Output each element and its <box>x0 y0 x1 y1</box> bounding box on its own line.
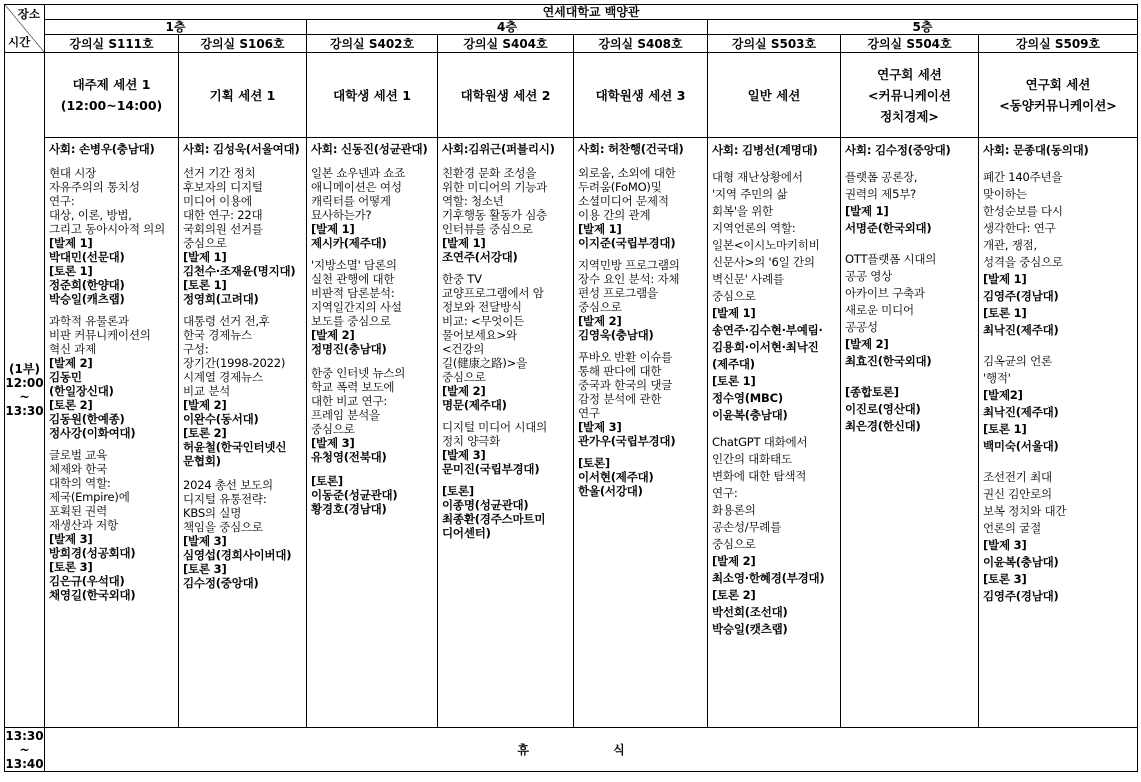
time-slot-main <box>5 53 45 728</box>
paper-title-line: 지역언론의 역할: <box>712 221 796 235</box>
presenter-name: 문미진(국립부경대) <box>442 462 540 476</box>
presentation-item <box>578 350 703 448</box>
presentation-item <box>578 456 703 498</box>
presenter-name: 김동원(한예종) <box>49 412 125 426</box>
paper-title-line: 애니메이션은 여성 <box>311 180 402 194</box>
presentation-item <box>311 366 433 464</box>
session-content <box>979 138 1138 728</box>
floor-header-5: 5층 <box>708 20 1138 35</box>
paper-title-line: 화용론의 <box>712 503 756 517</box>
presenter-name: 황경호(경남대) <box>311 502 387 516</box>
presenter-name: 최낙진(제주대) <box>983 405 1059 419</box>
paper-title-line: ChatGPT 대화에서 <box>712 435 808 449</box>
session-title <box>708 53 841 138</box>
presentation-item <box>442 272 569 412</box>
paper-title-line: 연구: <box>49 194 75 208</box>
paper-title-line: 회복'을 위한 <box>712 204 773 218</box>
paper-title-line: 글로벌 교육 <box>49 448 107 462</box>
paper-title-line: 연구 <box>578 406 600 420</box>
presentation-item <box>311 258 433 356</box>
paper-title-line: 책임을 중심으로 <box>183 520 263 534</box>
paper-title-line: 조선전기 최대 <box>983 470 1052 484</box>
paper-title-line: 보도를 중심으로 <box>311 314 391 328</box>
session-content <box>841 138 979 728</box>
session-title <box>438 53 574 138</box>
paper-title-line: 후보자의 디지털 <box>183 180 263 194</box>
presentation-item <box>845 384 974 435</box>
role-label: [토론 3] <box>983 572 1027 586</box>
paper-title-line: 그리고 동아시아적 의의 <box>49 222 165 236</box>
paper-title-line: 공손성/무례를 <box>712 520 782 534</box>
paper-title-line: 이용 간의 관계 <box>578 208 651 222</box>
presentation-item <box>49 166 174 306</box>
paper-title-line: 비판 커뮤니케이션의 <box>49 328 151 342</box>
session-content <box>179 138 307 728</box>
paper-title-line: 푸바오 반환 이슈를 <box>578 350 673 364</box>
role-label: [토론] <box>311 474 343 488</box>
paper-title-line: 비판적 담론분석: <box>311 286 395 300</box>
paper-title-line: 한국 경제뉴스 <box>183 328 252 342</box>
paper-title-line: 혁신 과제 <box>49 342 97 356</box>
room-header: 강의실 S504호 <box>841 35 979 53</box>
session-content <box>45 138 179 728</box>
session-title <box>979 53 1138 138</box>
presenter-name: 정영희(고려대) <box>183 292 259 306</box>
paper-title-line: 중심으로 <box>712 537 756 551</box>
role-label: [토론 1] <box>49 264 93 278</box>
presenter-name: 김영주(경남대) <box>983 589 1059 603</box>
presenter-name: (한일장신대) <box>49 384 114 398</box>
paper-title-line: KBS의 실명 <box>183 506 242 520</box>
presenter-name: 문협회) <box>183 454 221 468</box>
paper-title-line: 현대 시장 <box>49 166 97 180</box>
paper-title-line: 학교 폭력 보도에 <box>311 380 395 394</box>
paper-title-line: 위한 미디어의 기능과 <box>442 180 548 194</box>
room-header-row <box>5 35 1138 53</box>
break-start: 13:30 <box>5 728 44 743</box>
role-label: [발제 1] <box>311 222 355 236</box>
presenter-name: 정사강(이화여대) <box>49 426 136 440</box>
paper-title-line: 구성: <box>183 342 209 356</box>
session-title-line: 연구회 세션 <box>877 66 942 82</box>
presenter-name: 최소영·한혜경(부경대) <box>712 571 825 585</box>
paper-title-line: 캐릭터를 어떻게 <box>311 194 391 208</box>
paper-title-line: 역할: 청소년 <box>442 194 504 208</box>
time-start: 12:00 <box>5 376 44 390</box>
presentation-item <box>442 420 569 476</box>
paper-title-line: 체제와 한국 <box>49 462 107 476</box>
role-label: [토론 2] <box>183 426 227 440</box>
role-label: [토론 3] <box>183 562 227 576</box>
paper-title-line: 실천 관행에 대한 <box>311 272 395 286</box>
paper-title-line: 공공성 <box>845 320 878 334</box>
floor-header-4: 4층 <box>307 20 708 35</box>
presentation-item <box>712 434 836 638</box>
paper-title-line: 길(健康之路)>을 <box>442 356 528 370</box>
role-label: [발제 1] <box>49 236 93 250</box>
paper-title-line: 선거 기간 정치 <box>183 166 256 180</box>
role-label: [토론 1] <box>983 306 1027 320</box>
presenter-name: 박선희(조선대) <box>712 605 788 619</box>
presenter-name: 이완수(동서대) <box>183 412 259 426</box>
role-label: [발제 1] <box>845 204 889 218</box>
presentation-item <box>712 169 836 424</box>
paper-title-line: 과학적 유물론과 <box>49 314 129 328</box>
presentation-item <box>183 166 302 306</box>
role-label: [토론] <box>442 484 474 498</box>
role-label: [발제 1] <box>578 222 622 236</box>
session-title <box>574 53 708 138</box>
paper-title-line: 대통령 선거 전,후 <box>183 314 270 328</box>
presenter-name: 이진로(영산대) <box>845 402 921 416</box>
paper-title-line: 보복 정치와 대간 <box>983 504 1067 518</box>
paper-title-line: 대한 연구: 22대 <box>183 208 263 222</box>
session-moderator: 사회: 김수정(중앙대) <box>845 143 951 157</box>
session-moderator: 사회: 허찬행(건국대) <box>578 142 684 156</box>
paper-title-line: 자유주의의 통치성 <box>49 180 140 194</box>
session-title-line: 기획 세션 1 <box>209 87 276 103</box>
presenter-name: 방희경(성공회대) <box>49 546 136 560</box>
paper-title-line: 정보와 전달방식 <box>442 300 522 314</box>
schedule-table <box>4 4 1138 772</box>
role-label: [발제2] <box>983 388 1023 402</box>
paper-title-line: <건강의 <box>442 342 485 356</box>
presenter-name: 이서현(제주대) <box>578 470 654 484</box>
paper-title-line: 중심으로 <box>311 422 355 436</box>
venue-header: 연세대학교 백양관 <box>45 5 1138 20</box>
presentation-item <box>983 169 1133 339</box>
presenter-name: 김용희·이서현·최낙진 <box>712 340 819 354</box>
presentation-item <box>49 448 174 602</box>
role-label: [발제 1] <box>442 236 486 250</box>
role-label: [토론 1] <box>712 374 756 388</box>
session-title-line: 대학생 세션 1 <box>333 87 411 103</box>
presenter-name: 허윤철(한국인터넷신 <box>183 440 287 454</box>
room-header: 강의실 S404호 <box>438 35 574 53</box>
paper-title-line: 제국(Empire)에 <box>49 490 130 504</box>
paper-title-line: 권력의 제5부? <box>845 187 917 201</box>
paper-title-line: 물어보세요>와 <box>442 328 517 342</box>
corner-place-label: 장소 <box>17 7 40 21</box>
session-moderator: 사회:김위근(퍼블리시) <box>442 142 555 156</box>
presentation-item <box>311 166 433 250</box>
paper-title-line: '지방소멸' 담론의 <box>311 258 397 272</box>
paper-title-line: 중심으로 <box>712 289 756 303</box>
break-end: 13:40 <box>5 756 44 771</box>
presenter-name: 김영욱(충남대) <box>578 328 654 342</box>
paper-title-line: 인터뷰를 중심으로 <box>442 222 533 236</box>
session-title <box>45 53 179 138</box>
paper-title-line: 중심으로 <box>578 300 622 314</box>
role-label: [토론 1] <box>983 422 1027 436</box>
role-label: [토론 3] <box>49 560 93 574</box>
time-part-label: (1부) <box>9 362 40 376</box>
role-label: [발제 1] <box>983 272 1027 286</box>
session-title <box>307 53 438 138</box>
presenter-name: 한울(서강대) <box>578 484 643 498</box>
corner-time-label: 시간 <box>8 35 31 49</box>
session-title-row <box>5 53 1138 138</box>
paper-title-line: 아카이브 구축과 <box>845 286 925 300</box>
paper-title-line: 인간의 대화태도 <box>712 452 792 466</box>
presenter-name: 관가우(국립부경대) <box>578 434 676 448</box>
session-title <box>179 53 307 138</box>
presenter-name: 박승일(캣츠랩) <box>712 622 788 636</box>
presenter-name: 정수영(MBC) <box>712 391 783 405</box>
role-label: [발제 2] <box>845 337 889 351</box>
presenter-name: 유청영(전북대) <box>311 450 387 464</box>
role-label: [발제 1] <box>712 306 756 320</box>
presenter-name: 김은규(우석대) <box>49 574 125 588</box>
presenter-name: 제시카(제주대) <box>311 236 387 250</box>
presenter-name: 디어센터) <box>442 526 491 540</box>
paper-title-line: 개관, 쟁점, <box>983 238 1038 252</box>
paper-title-line: 대한 비교 연구: <box>311 394 388 408</box>
presenter-name: 이동준(성균관대) <box>311 488 398 502</box>
paper-title-line: 중국과 한국의 댓글 <box>578 378 673 392</box>
role-label: [발제 1] <box>183 250 227 264</box>
session-title <box>841 53 979 138</box>
presentation-item <box>442 484 569 540</box>
role-label: [발제 3] <box>442 448 486 462</box>
paper-title-line: 비교 분석 <box>183 384 231 398</box>
role-label: [발제 2] <box>183 398 227 412</box>
role-label: [토론 1] <box>183 278 227 292</box>
room-header: 강의실 S106호 <box>179 35 307 53</box>
presenter-name: 최효진(한국외대) <box>845 354 932 368</box>
presenter-name: 이종명(성균관대) <box>442 498 529 512</box>
session-moderator: 사회: 신동진(성균관대) <box>311 142 428 156</box>
role-label: [토론 2] <box>49 398 93 412</box>
presenter-name: 최낙진(제주대) <box>983 323 1059 337</box>
presenter-name: 이지준(국립부경대) <box>578 236 676 250</box>
paper-title-line: 권신 김안로의 <box>983 487 1052 501</box>
paper-title-line: 김옥균의 언론 <box>983 354 1052 368</box>
paper-title-line: 벽신문' 사례를 <box>712 272 784 286</box>
paper-title-line: 장수 요인 분석: 자체 <box>578 272 680 286</box>
paper-title-line: 플랫폼 공론장, <box>845 170 918 184</box>
room-header: 강의실 S402호 <box>307 35 438 53</box>
paper-title-line: 한중 TV <box>442 272 482 286</box>
break-label: 휴 식 <box>45 728 1138 772</box>
session-title-line: <커뮤니케이션 <box>868 87 951 103</box>
presenter-name: 최은경(한신대) <box>845 419 921 433</box>
paper-title-line: 시계열 경제뉴스 <box>183 370 263 384</box>
role-label: [발제 2] <box>578 314 622 328</box>
break-row <box>5 728 1138 772</box>
presenter-name: 조연주(서강대) <box>442 250 518 264</box>
role-label: [발제 2] <box>712 554 756 568</box>
session-title-line: 대학원생 세션 3 <box>595 87 686 103</box>
presenter-name: 채영길(한국외대) <box>49 588 136 602</box>
session-title-line: <동양커뮤니케이션> <box>999 98 1117 113</box>
paper-title-line: 친환경 문화 조성을 <box>442 166 537 180</box>
paper-title-line: 맞이하는 <box>983 187 1027 201</box>
session-content-row <box>5 138 1138 728</box>
paper-title-line: 대상, 이론, 방법, <box>49 208 132 222</box>
presenter-name: 정명진(충남대) <box>311 342 387 356</box>
paper-title-line: 공공 영상 <box>845 269 893 283</box>
presentation-item <box>49 314 174 440</box>
paper-title-line: 폐간 140주년을 <box>983 170 1063 184</box>
presentation-item <box>183 478 302 590</box>
paper-title-line: 통해 판다에 대한 <box>578 364 662 378</box>
paper-title-line: 대형 재난상황에서 <box>712 170 803 184</box>
presenter-name: 서명준(한국외대) <box>845 221 932 235</box>
presenter-name: 이윤복(충남대) <box>983 555 1059 569</box>
role-label: [발제 3] <box>983 538 1027 552</box>
role-label: [종합토론] <box>845 385 899 399</box>
session-title-line: 연구회 세션 <box>1025 77 1091 92</box>
presenter-name: 백미숙(서울대) <box>983 439 1059 453</box>
paper-title-line: 중심으로 <box>442 370 486 384</box>
presenter-name: 심영섭(경희사이버대) <box>183 548 292 562</box>
paper-title-line: 지역민방 프로그램의 <box>578 258 680 272</box>
session-title-line: 대학원생 세션 2 <box>460 87 551 103</box>
role-label: [발제 3] <box>311 436 355 450</box>
paper-title-line: 재생산과 저항 <box>49 518 118 532</box>
paper-title-line: 변화에 대한 탐색적 <box>712 469 807 483</box>
paper-title-line: 생각한다: 연구 <box>983 221 1056 235</box>
paper-title-line: 2024 총선 보도의 <box>183 478 273 492</box>
presenter-name: 박승일(캐츠랩) <box>49 292 125 306</box>
paper-title-line: 감정 분석에 관한 <box>578 392 662 406</box>
session-moderator: 사회: 손병우(충남대) <box>49 142 155 156</box>
role-label: [발제 3] <box>578 420 622 434</box>
session-moderator: 사회: 김병선(계명대) <box>712 143 818 157</box>
presenter-name: 김천수·조재윤(명지대) <box>183 264 296 278</box>
paper-title-line: 두려움(FoMO)및 <box>578 180 662 194</box>
paper-title-line: 프레임 분석을 <box>311 408 380 422</box>
paper-title-line: 장기간(1998-2022) <box>183 356 286 370</box>
paper-title-line: 한중 인터넷 뉴스의 <box>311 366 406 380</box>
paper-title-line: 디지털 유통전략: <box>183 492 267 506</box>
paper-title-line: 한성순보를 다시 <box>983 204 1063 218</box>
paper-title-line: 국회의원 선거를 <box>183 222 263 236</box>
paper-title-line: 성격을 중심으로 <box>983 255 1063 269</box>
session-title-line: 일반 세션 <box>747 87 801 103</box>
paper-title-line: 디지털 미디어 시대의 <box>442 420 548 434</box>
presenter-name: 김동민 <box>49 370 82 384</box>
presenter-name: 최종환(경주스마트미 <box>442 512 546 526</box>
paper-title-line: 외로움, 소외에 대한 <box>578 166 676 180</box>
room-header: 강의실 S503호 <box>708 35 841 53</box>
presenter-name: 정준희(한양대) <box>49 278 125 292</box>
role-label: [발제 2] <box>442 384 486 398</box>
role-label: [토론] <box>578 456 610 470</box>
paper-title-line: OTT플랫폼 시대의 <box>845 252 937 266</box>
session-title-line: (12:00~14:00) <box>60 98 163 113</box>
presentation-item <box>845 169 974 237</box>
paper-title-line: 일본 쇼우넨과 쇼죠 <box>311 166 406 180</box>
session-content <box>574 138 708 728</box>
paper-title-line: 편성 프로그램을 <box>578 286 658 300</box>
paper-title-line: 언론의 굴절 <box>983 521 1041 535</box>
presentation-item <box>578 166 703 250</box>
paper-title-line: 교양프로그램에서 암 <box>442 286 544 300</box>
presentation-item <box>983 353 1133 455</box>
presenter-name: 김영주(경남대) <box>983 289 1059 303</box>
paper-title-line: 지역일간지의 사설 <box>311 300 402 314</box>
paper-title-line: 기후행동 활동가 심층 <box>442 208 548 222</box>
session-content <box>708 138 841 728</box>
paper-title-line: 일본<이시노마키히비 <box>712 238 820 252</box>
presentation-item <box>983 469 1133 605</box>
time-end: 13:30 <box>5 404 44 418</box>
role-label: [발제 3] <box>49 532 93 546</box>
paper-title-line: 신문사>의 '6일 간의 <box>712 255 815 269</box>
presenter-name: 이윤복(충남대) <box>712 408 788 422</box>
room-header: 강의실 S509호 <box>979 35 1138 53</box>
presentation-item <box>183 314 302 468</box>
paper-title-line: 포획된 권력 <box>49 504 107 518</box>
presenter-name: (제주대) <box>712 357 755 371</box>
paper-title-line: 묘사하는가? <box>311 208 372 222</box>
paper-title-line: 정치 양극화 <box>442 434 500 448</box>
presentation-item <box>442 166 569 264</box>
paper-title-line: '지역 주민의 삶 <box>712 187 788 201</box>
role-label: [발제 3] <box>183 534 227 548</box>
room-header: 강의실 S111호 <box>45 35 179 53</box>
session-moderator: 사회: 문종대(동의대) <box>983 143 1089 157</box>
presenter-name: 명문(제주대) <box>442 398 507 412</box>
presentation-item <box>578 258 703 342</box>
time-separator: ~ <box>19 390 30 404</box>
paper-title-line: 소셜미디어 문제적 <box>578 194 669 208</box>
break-separator: ~ <box>19 742 30 757</box>
session-content <box>307 138 438 728</box>
corner-header <box>5 5 45 53</box>
session-title-line: 정치경제> <box>880 108 939 124</box>
time-slot-break <box>5 728 45 772</box>
presentation-item <box>311 474 433 516</box>
role-label: [토론 2] <box>712 588 756 602</box>
paper-title-line: 연구: <box>712 486 738 500</box>
paper-title-line: '행적' <box>983 371 1011 385</box>
paper-title-line: 비교: <무엇이든 <box>442 314 525 328</box>
session-content <box>438 138 574 728</box>
session-moderator: 사회: 김성욱(서울여대) <box>183 142 300 156</box>
room-header: 강의실 S408호 <box>574 35 708 53</box>
presenter-name: 박대민(선문대) <box>49 250 125 264</box>
floor-header-1: 1층 <box>45 20 307 35</box>
paper-title-line: 대학의 역할: <box>49 476 111 490</box>
role-label: [발제 2] <box>49 356 93 370</box>
presenter-name: 송연주·김수현·부예림· <box>712 323 823 337</box>
session-title-line: 대주제 세션 1 <box>72 77 151 92</box>
presenter-name: 김수정(중앙대) <box>183 576 259 590</box>
presentation-item <box>845 251 974 370</box>
paper-title-line: 중심으로 <box>183 236 227 250</box>
paper-title-line: 미디어 이용에 <box>183 194 252 208</box>
role-label: [발제 2] <box>311 328 355 342</box>
paper-title-line: 새로운 미디어 <box>845 303 914 317</box>
